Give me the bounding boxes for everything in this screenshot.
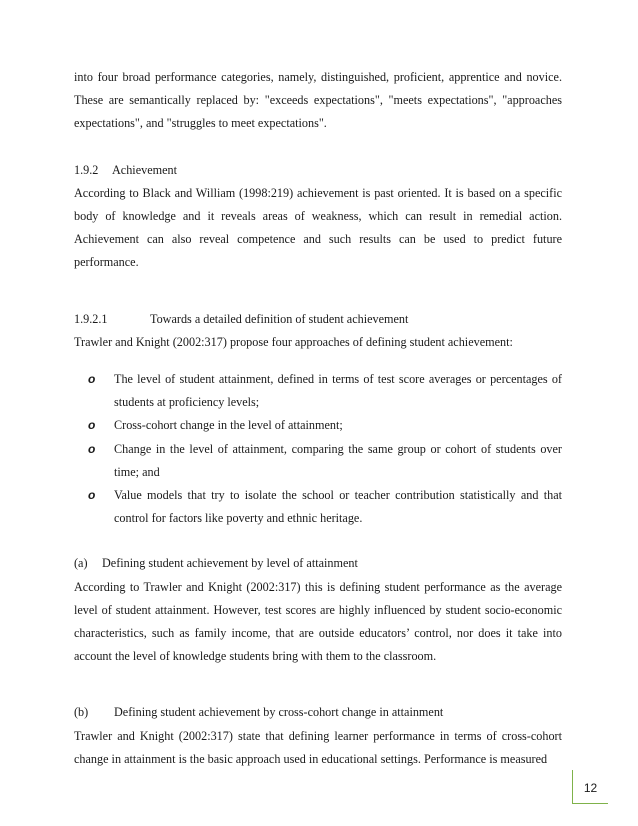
spacer: [74, 530, 562, 552]
list-item-text: Change in the level of attainment, comparing the same group or cohort of students over time; and: [114, 441, 562, 479]
subheading-label: (b): [74, 705, 89, 720]
list-item: [88, 438, 562, 484]
subsection-title: Towards a detailed definition of student achievement: [150, 311, 409, 326]
section-title: Achievement: [112, 162, 177, 177]
subheading-title: Defining student achievement by level of attainment: [102, 556, 358, 571]
page-number: 12: [572, 770, 608, 804]
page-body: [74, 66, 562, 771]
spacer: [74, 275, 562, 308]
paragraph-cross-cohort: Trawler and Knight (2002:317) state that defining learner performance in terms of cross-cohort change in attainment is the basic approach used in educational settings. Performance is measured: [74, 728, 562, 766]
spacer: [74, 668, 562, 701]
list-item: [88, 414, 562, 437]
section-heading-achievement: [74, 159, 562, 182]
list-item: [88, 484, 562, 530]
approaches-list: [74, 368, 562, 530]
subheading-cross-cohort: [74, 701, 562, 724]
subheading-title: Defining student achievement by cross-cohort change in attainment: [114, 705, 444, 720]
list-item: [88, 368, 562, 414]
list-item-text: Cross-cohort change in the level of attainment;: [114, 418, 343, 433]
section-number: 1.9.2: [74, 162, 99, 177]
paragraph-level-of-attainment: According to Trawler and Knight (2002:317) this is defining student performance as the average level of student attainment. However, test scores are highly influenced by student socio-economic characteristics, such as family income, that are outside educators’ control, nor does it take into account the level of knowledge students bring with them to the classroom.: [74, 579, 562, 664]
bullet-icon: o: [88, 418, 96, 433]
paragraph-performance-categories: into four broad performance categories, namely, distinguished, proficient, apprentice and novice. These are semantically replaced by: "exceeds expectations", "meets expectations", "approaches expectations", and "struggles to meet expectations".: [74, 70, 562, 131]
bullet-icon: o: [88, 441, 96, 456]
bullet-icon: o: [88, 372, 96, 387]
spacer: [74, 354, 562, 368]
subheading-label: (a): [74, 556, 88, 571]
subsection-heading-definition: [74, 308, 562, 331]
spacer: [74, 136, 562, 159]
list-item-text: The level of student attainment, defined in terms of test score averages or percentages of students at proficiency levels;: [114, 372, 562, 410]
paragraph-achievement-definition: According to Black and William (1998:219) achievement is past oriented. It is based on a specific body of knowledge and it reveals areas of weakness, which can result in remedial action. Achievement can also reveal competence and such results can be used to predict future performance.: [74, 185, 562, 270]
bullet-icon: o: [88, 488, 96, 503]
list-item-text: Value models that try to isolate the school or teacher contribution statistically and that control for factors like poverty and ethnic heritage.: [114, 488, 562, 526]
paragraph-four-approaches: Trawler and Knight (2002:317) propose four approaches of defining student achievement:: [74, 334, 513, 349]
subheading-level-of-attainment: [74, 552, 562, 575]
subsection-number: 1.9.2.1: [74, 311, 108, 326]
